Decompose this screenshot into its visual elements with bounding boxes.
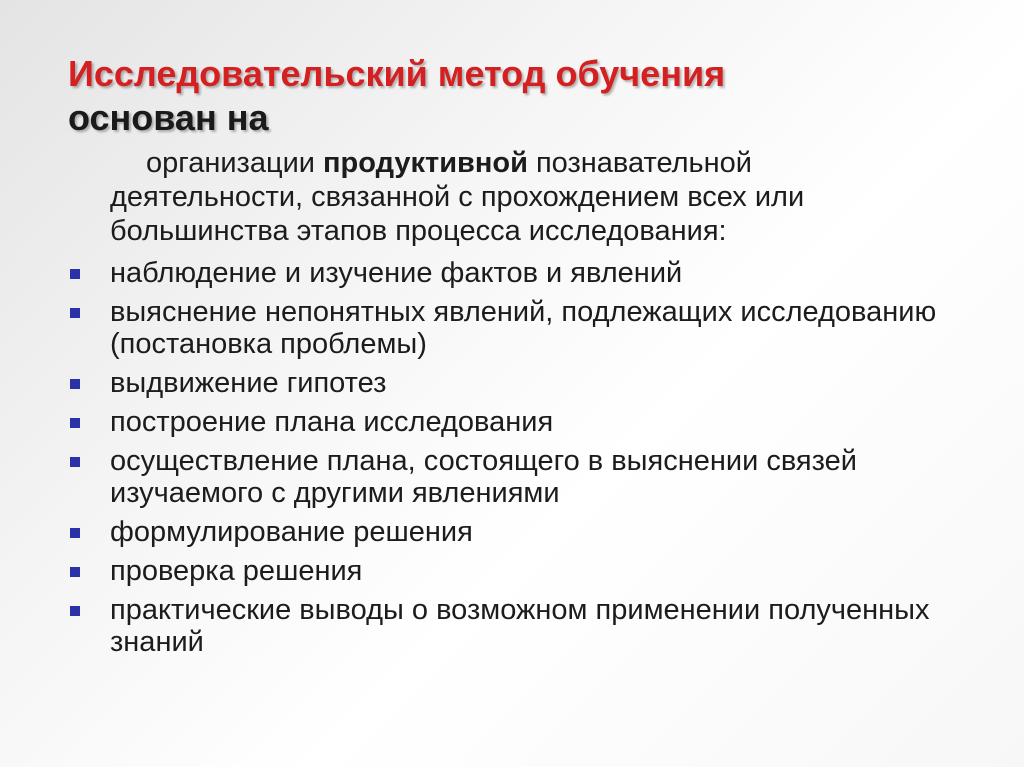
bullet-item: [70, 406, 950, 438]
title-line-2: основан на: [68, 97, 269, 138]
intro-text-before: организации: [146, 147, 324, 179]
square-bullet-icon: [70, 567, 80, 577]
intro-text-after: познавательной деятельности, связанной с прохождением всех или большинства этапов процесса исследования:: [110, 147, 805, 247]
bullet-text: формулирование решения: [110, 516, 473, 548]
intro-paragraph: [110, 146, 930, 248]
intro-bold-word: продуктивной: [323, 147, 528, 179]
bullet-text: наблюдение и изучение фактов и явлений: [110, 257, 683, 289]
square-bullet-icon: [70, 308, 80, 318]
bullet-item: [70, 296, 950, 360]
bullet-item: [70, 516, 950, 548]
square-bullet-icon: [70, 269, 80, 279]
square-bullet-icon: [70, 528, 80, 538]
square-bullet-icon: [70, 457, 80, 467]
bullet-text: проверка решения: [110, 555, 363, 587]
square-bullet-icon: [70, 606, 80, 616]
title-line-1: Исследовательский метод обучения: [68, 53, 726, 94]
bullet-text: осуществление плана, состоящего в выяснении связей изучаемого с другими явлениями: [110, 445, 857, 509]
bullet-item: [70, 594, 950, 658]
square-bullet-icon: [70, 379, 80, 389]
bullet-text: практические выводы о возможном применении полученных знаний: [110, 594, 930, 658]
bullet-text: выяснение непонятных явлений, подлежащих исследованию (постановка проблемы): [110, 296, 937, 360]
bullet-text: выдвижение гипотез: [110, 367, 387, 399]
bullet-text: построение плана исследования: [110, 406, 554, 438]
bullet-item: [70, 367, 950, 399]
square-bullet-icon: [70, 418, 80, 428]
bullet-item: [70, 445, 950, 509]
slide-title: [68, 52, 725, 140]
bullet-item: [70, 257, 950, 289]
bullet-list: [70, 257, 950, 665]
bullet-item: [70, 555, 950, 587]
